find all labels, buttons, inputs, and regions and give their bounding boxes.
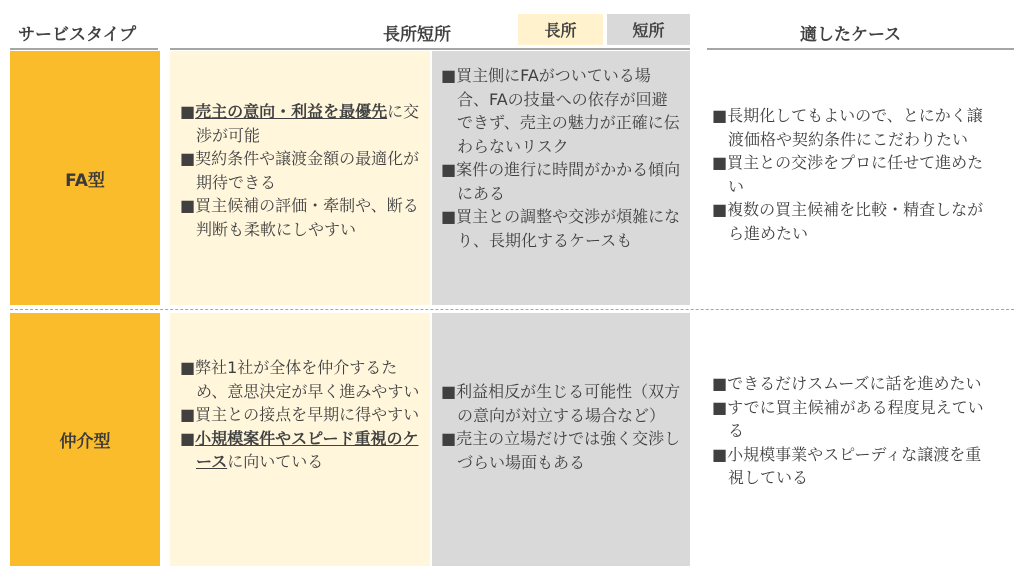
row-type-label: FA型 <box>65 170 105 191</box>
pros-item: ■売主の意向・利益を最優先に交渉が可能 <box>180 102 420 145</box>
pros-item: ■小規模案件やスピード重視のケースに向いている <box>180 428 419 471</box>
header-suitable-case: 適したケース <box>800 25 902 45</box>
cons-item: ■案件の進行に時間がかかる傾向にある <box>441 160 681 203</box>
pro-label-pill: 長所 <box>518 14 603 45</box>
case-item: ■すでに買主候補がある程度見えている <box>712 397 984 440</box>
cons-item: ■買主との調整や交渉が煩雑になり、長期化するケースも <box>441 207 681 250</box>
header-pros-cons: 長所短所 <box>383 25 451 45</box>
case-item: ■買主との交渉をプロに任せて進めたい <box>712 153 984 196</box>
row-type-label: 仲介型 <box>59 432 111 452</box>
cons-item: ■買主側にFAがついている場合、FAの技量への依存が回避できず、売主の魅力が正確に伝わらないリスク <box>441 66 680 156</box>
pros-item: ■買主候補の評価・牽制や、断る判断も柔軟にしやすい <box>180 196 419 239</box>
header-underline-pros-cons <box>170 48 690 50</box>
pros-item: ■契約条件や譲渡金額の最適化が期待できる <box>180 149 420 192</box>
cons-item: ■利益相反が生じる可能性（双方の意向が対立する場合など） <box>441 382 681 425</box>
pros-item: ■弊社1社が全体を仲介するため、意思決定が早く進みやすい <box>180 358 420 401</box>
row-type-fa <box>10 51 160 305</box>
row-brokerage-cons-list <box>441 380 681 474</box>
row-fa-cons-list <box>441 64 681 252</box>
row-fa-cases-list <box>712 104 987 245</box>
row-fa-pros-list <box>180 100 420 241</box>
header-underline-service-type <box>10 48 158 50</box>
header-service-type: サービスタイプ <box>18 25 137 45</box>
header-underline-suitable-case <box>707 48 1014 50</box>
case-item: ■できるだけスムーズに話を進めたい <box>712 374 982 393</box>
pros-item: ■買主との接点を早期に得やすい <box>180 405 420 424</box>
con-label-pill: 短所 <box>607 14 690 45</box>
row-separator <box>10 309 1014 310</box>
case-item: ■小規模事業やスピーディな譲渡を重視している <box>712 444 982 487</box>
row-type-brokerage <box>10 313 160 566</box>
case-item: ■複数の買主候補を比較・精査しながら進めたい <box>712 200 984 243</box>
cons-item: ■売主の立場だけでは強く交渉しづらい場面もある <box>441 429 681 472</box>
row-brokerage-pros-list <box>180 356 420 474</box>
case-item: ■長期化してもよいので、とにかく譲渡価格や契約条件にこだわりたい <box>712 106 983 149</box>
row-brokerage-cases-list <box>712 372 987 490</box>
